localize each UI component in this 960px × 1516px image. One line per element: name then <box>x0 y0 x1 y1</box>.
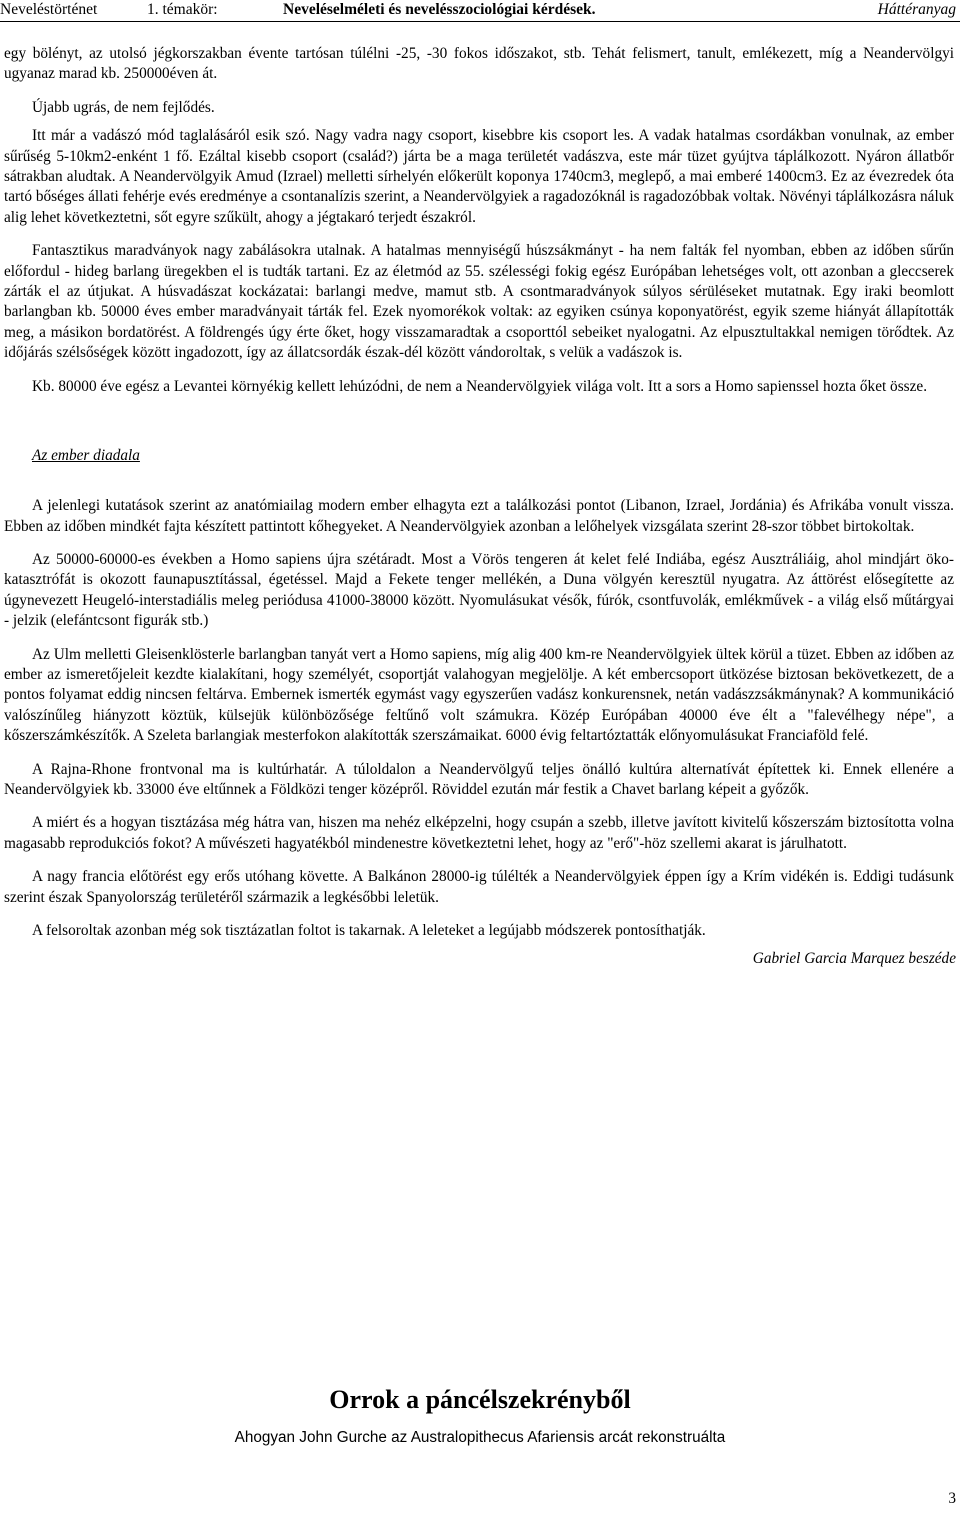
header-rule <box>0 21 960 22</box>
header-topic: 1. témakör: <box>147 1 218 18</box>
paragraph: Az 50000-60000-es években a Homo sapiens újra szétáradt. Most a Vörös tengeren át kelet felé Indiába, egész Ausztráliáig, ahol mindjárt öko-katasztrófát is okozott faunapusztítással, égetéssel. Majd a Fekete tenger mellékén, a Duna völgyén keresztül nyugatra. Az áttörést elősegítette az úgynevezett Heugeló-interstadiális meleg periódusa 41000-38000 között. Nyomulásukat vésők, fúrók, csontfuvolák, emlékművek - a világ első műtárgyai - jelzik (elefántcsont figurák stb.) <box>4 550 954 630</box>
paragraph: A Rajna-Rhone frontvonal ma is kultúrhatár. A túloldalon a Neandervölgyű teljes önálló kultúra alternatívát építettek ki. Ennek ellenére a Neandervölgyiek kb. 33000 éve eltűnnek a Földközi tenger középről. Röviddel ezután már festik a Chavet barlang képeit a győzők. <box>4 760 954 798</box>
section-heading: Az ember diadala <box>32 447 140 465</box>
paragraph: A felsoroltak azonban még sok tisztázatlan foltot is takarnak. A leleteket a legújabb módszerek pontosíthatják. <box>32 922 706 939</box>
paragraph: A miért és a hogyan tisztázása még hátra van, hiszen ma nehéz elképzelni, hogy csupán a szebb, illetve javított kivitelű kőszerszám biztosította volna magasabb reprodukciós fokot? A művészeti hagyatékból mindenestre következtetni lehet, hogy az "erő"-höz szellemi akarat is járulhatott. <box>4 814 954 852</box>
byline: Gabriel Garcia Marquez beszéde <box>752 950 956 968</box>
paragraph: Kb. 80000 éve egész a Levantei környékig kellett lehúzódni, de nem a Neandervölgyiek világa volt. Itt a sors a Homo sapienssel hozta őket össze. <box>32 377 928 395</box>
header-title: Neveléselméleti és nevelésszociológiai kérdések. <box>283 1 596 18</box>
paragraph: Újabb ugrás, de nem fejlődés. <box>32 98 215 116</box>
article-subtitle: Ahogyan John Gurche az Australopithecus Afariensis arcát rekonstruálta <box>234 1429 726 1446</box>
paragraph: Fantasztikus maradványok nagy zabálásokra utalnak. A hatalmas mennyiségű húszsákmányt - ha nem falták fel nyomban, ebben az időben sűrűn előfordul - hideg barlang üregekben el is tudták tartani. Ez az életmód az 55. szélességi fokig egész Európában lehetséges volt, ott azonban a gleccserek zárták el az útjukat. A húsvadászat kockázatai: barlangi medve, mamut stb. A csontmaradványok súlyos sérüléseket mutatnak. Egy iraki beomlott barlangban kb. 50000 éves ember maradványait tárták fel. Ezek nyomorékok voltak: az egyiken csúnya koponyatörést, egyik szeme hiányát állapították meg, a másikon bordatörést. A földrengés úgy érte őket, hogy visszamaradtak a csoporttól sebeiket nyalogatni. Az elpusztultakkal nemigen törődtek. Az időjárás szélsőségek között ingadozott, így az állatcsordák észak-dél között vándoroltak, s velük a vadászok is. <box>4 242 954 362</box>
paragraph: A jelenlegi kutatások szerint az anatómiailag modern ember elhagyta ezt a találkozási pontot (Libanon, Izrael, Jordánia) és Afrikába vonult vissza. Ebben az időben mindkét fajta készített pattintott kőhegyeket. A Neandervölgyiek azonban a lelőhelyek vizsgálata szerint 28-szor többet birtokoltak. <box>4 497 954 535</box>
header-series: Neveléstörténet <box>0 1 98 18</box>
article-title: Orrok a páncélszekrényből <box>329 1385 631 1414</box>
main-content <box>4 44 954 969</box>
header-section: Háttéranyag <box>877 1 956 18</box>
page-number: 3 <box>948 1490 956 1507</box>
paragraph: A nagy francia előtörést egy erős utóhang követte. A Balkánon 28000-ig túlélték a Neandervölgyiek éppen így a Krím vidékén is. Eddigi tudásunk szerint észak Spanyolország területéről származik a legkésőbbi leletük. <box>4 868 954 906</box>
page-header <box>0 0 960 22</box>
paragraph: Itt már a vadászó mód taglalásáról esik szó. Nagy vadra nagy csoport, kisebbre kis csoport les. A vadak hatalmas csordákban vonulnak, az ember sűrűség 5-10km2-enként 1 fő. Ezáltal kisebb csoport (család?) járta be a maga területét vadászva, este már tüzet gyújtva táplálkozott. Nyáron állatbőr sátrakban aludtak. A Neandervölgyik Amud (Izrael) melletti sírhelyén előkerült koponya 1740cm3, meglepő, a mai emberé 1400cm3. Ez az évezredek óta tartó bőséges állati fehérje evés eredménye a csontanalízis szerint, a Neandervölgyiek a ragadozóknál is ragadozóbbak voltak. Növényi táplálkozásra náluk alig lehet következtetni, sőt egyre szűkült, ahogy a jégtakaró terjedt északról. <box>4 127 954 226</box>
paragraph: Az Ulm melletti Gleisenklösterle barlangban tanyát vert a Homo sapiens, míg alig 400 km-re Neandervölgyiek ültek körül a tüzet. Ebben az időben az ember az ismeretőjeleit kezdte kialakítani, hogy személyét, csoportját valahogyan megjelölje. A két embercsoport ütközése biztosan bekövetkezett, de a pontos folyamat eddig nincsen feltárva. Embernek ismerték egymást vagy egyszerűen vadász konkurensnek, netán vadászzsákmánynak? A kommunikáció valószínűleg hiányzott köztük, külsejük különbözősége feltűnő volt számukra. Közép Európában 40000 éve élt a "falevélhegy népe", a kőszerszámkészítők. A Szeleta barlangiak mesterfokon alakították szerszámaikat. 6000 évig feltartóztatták előnyomulásukat Franciaföld felé. <box>4 645 954 745</box>
paragraph: egy bölényt, az utolsó jégkorszakban évente tartósan túlélni -25, -30 fokos időszakot, stb. Tehát felismert, tanult, emlékezett, míg a Neandervölgyi ugyanaz marad kb. 250000éven át. <box>4 45 954 83</box>
